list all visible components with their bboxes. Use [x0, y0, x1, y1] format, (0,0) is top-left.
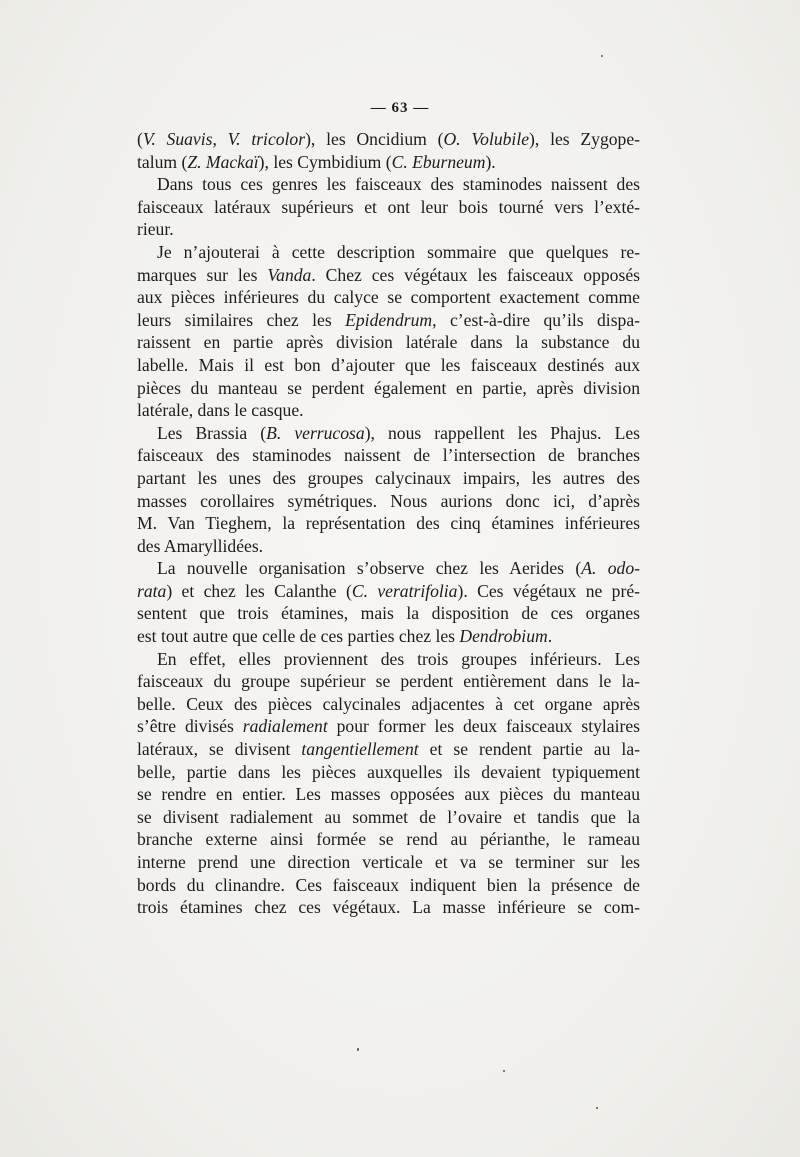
text-line — [137, 512, 640, 535]
text-run: M. Van Tieghem, la représentation des cinq étamines inférieures — [137, 513, 640, 534]
text-run: ), les Oncidium ( — [305, 129, 444, 149]
text-line — [137, 128, 640, 151]
text-line — [137, 648, 640, 671]
text-run: leurs similaires chez les — [137, 309, 346, 330]
text-line — [137, 535, 640, 558]
body-text — [137, 128, 640, 919]
text-line — [137, 580, 640, 603]
text-run: Dans tous ces genres les faisceaux des staminodes naissent des — [157, 174, 640, 195]
italic-text: radialement — [242, 716, 328, 737]
italic-text: rata — [137, 580, 167, 601]
text-line — [137, 851, 640, 874]
text-line — [137, 218, 640, 241]
text-run: rieur. — [137, 219, 174, 240]
text-run: latérale, dans le casque. — [137, 400, 304, 421]
italic-text: tangentiellement — [301, 739, 419, 760]
text-run: se rendre en entier. Les masses opposées aux pièces du manteau — [137, 784, 640, 805]
text-run: Les Brassia ( — [157, 422, 267, 443]
text-line — [137, 241, 640, 264]
text-line — [137, 173, 640, 196]
text-run: . — [547, 626, 553, 647]
text-line — [137, 264, 640, 287]
text-run: aux pièces inférieures du calyce se comportent exactement comme — [137, 287, 640, 308]
text-line — [137, 602, 640, 625]
text-line — [137, 286, 640, 309]
text-run: . Chez ces végétaux les faisceaux opposés — [311, 264, 640, 285]
italic-text: V. Suavis — [142, 129, 213, 149]
italic-text: V. tricolor — [227, 129, 306, 149]
text-run: et se rendent partie au la- — [418, 739, 640, 760]
text-run: interne prend une direction verticale et va se terminer sur les — [137, 852, 640, 872]
text-run: ). — [485, 151, 496, 172]
text-run: pièces du manteau se perdent également en partie, après division — [137, 377, 640, 398]
paper-speck — [596, 1107, 598, 1109]
page-number: — 63 — — [370, 100, 430, 116]
text-run: belle. Ceux des pièces calycinales adjacentes à cet organe après — [137, 693, 640, 714]
text-run: ), les Cymbidium ( — [258, 151, 392, 172]
text-run: sentent que trois étamines, mais la disposition de ces organes — [137, 603, 640, 624]
text-run: pour former les deux faisceaux stylaires — [327, 716, 640, 737]
text-run: labelle. Mais il est bon d’ajouter que les faisceaux destinés aux — [137, 354, 640, 375]
text-run: s’être divisés — [137, 716, 243, 737]
text-line — [137, 783, 640, 806]
text-run: ), nous rappellent les Phajus. Les — [364, 422, 640, 443]
text-run: , c’est-à-dire qu’ils dispa- — [432, 309, 641, 330]
text-line — [137, 625, 640, 648]
text-run: ( — [137, 129, 143, 149]
paper-speck — [357, 1048, 359, 1051]
text-run: faisceaux latéraux supérieurs et ont leur bois tourné vers l’exté- — [137, 196, 640, 217]
text-run: ). Ces végétaux ne pré- — [457, 580, 640, 601]
text-line — [137, 331, 640, 354]
text-run: trois étamines chez ces végétaux. La masse inférieure se com- — [137, 897, 640, 918]
text-line — [137, 761, 640, 784]
text-run: branche externe ainsi formée se rend au périanthe, le rameau — [137, 829, 640, 850]
text-line — [137, 444, 640, 467]
text-run: En effet, elles proviennent des trois groupes inférieurs. Les — [157, 648, 640, 669]
text-line — [137, 828, 640, 851]
italic-text: Vanda — [267, 264, 312, 285]
text-line — [137, 557, 640, 580]
paper-speck — [601, 55, 603, 57]
text-line — [137, 874, 640, 897]
italic-text: O. Volubile — [443, 129, 530, 149]
text-line — [137, 354, 640, 377]
text-run: marques sur les — [137, 264, 268, 285]
text-run: ), les Zygope- — [529, 129, 641, 149]
text-line — [137, 399, 640, 422]
text-line — [137, 715, 640, 738]
text-run: raissent en partie après division latérale dans la substance du — [137, 332, 640, 353]
text-run: , — [212, 129, 228, 149]
text-line — [137, 738, 640, 761]
text-run: masses corollaires symétriques. Nous aurions donc ici, d’après — [137, 490, 640, 511]
text-run: se divisent radialement au sommet de l’ovaire et tandis que la — [137, 806, 640, 827]
text-line — [137, 309, 640, 332]
text-run: bords du clinandre. Ces faisceaux indiquent bien la présence de — [137, 874, 640, 895]
text-run: talum ( — [137, 151, 188, 172]
italic-text: C. Eburneum — [391, 151, 486, 172]
italic-text: B. verrucosa — [266, 422, 365, 443]
paper-speck — [503, 1070, 505, 1072]
text-line — [137, 896, 640, 919]
text-run: faisceaux des staminodes naissent de l’intersection de branches — [137, 445, 640, 466]
text-run: est tout autre que celle de ces parties chez les — [137, 626, 460, 647]
text-line — [137, 422, 640, 445]
text-line — [137, 670, 640, 693]
italic-text: A. odo- — [581, 558, 641, 579]
italic-text: C. veratrifolia — [351, 580, 458, 601]
text-line — [137, 490, 640, 513]
text-run: des Amaryllidées. — [137, 535, 264, 556]
italic-text: Z. Mackaï — [187, 151, 259, 172]
text-run: belle, partie dans les pièces auxquelles ils devaient typiquement — [137, 761, 640, 782]
text-run: latéraux, se divisent — [137, 739, 302, 760]
text-run: faisceaux du groupe supérieur se perdent entièrement dans le la- — [137, 671, 640, 692]
italic-text: Dendrobium — [459, 626, 548, 647]
text-line — [137, 693, 640, 716]
text-line — [137, 377, 640, 400]
text-run: Je n’ajouterai à cette description sommaire que quelques re- — [157, 241, 640, 262]
text-line — [137, 467, 640, 490]
text-line — [137, 196, 640, 219]
text-line — [137, 151, 640, 174]
italic-text: Epidendrum — [345, 309, 433, 330]
text-run: partant les unes des groupes calycinaux impairs, les autres des — [137, 467, 640, 488]
text-run: La nouvelle organisation s’observe chez les Aerides ( — [157, 558, 582, 579]
text-line — [137, 806, 640, 829]
text-run: ) et chez les Calanthe ( — [166, 580, 352, 601]
